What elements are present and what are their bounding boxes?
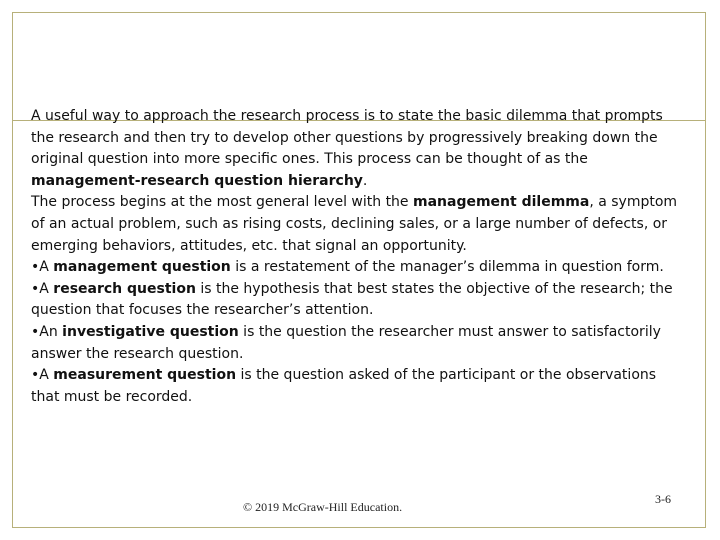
paragraph-intro: A useful way to approach the research process is to state the basic dilemma that prompts the research and then try to develop other questions by progressively breaking down the original question into more specific ones. This process can be thought of as the management-research question hierarchy.: [31, 108, 663, 189]
bullet-investigative-question: •An investigative question is the question the researcher must answer to satisfactorily answer the research question.: [31, 323, 661, 362]
bullet-management-question: •A management question is a restatement of the manager’s dilemma in question form.: [31, 259, 664, 276]
slide-body: [31, 106, 681, 408]
copyright-notice: © 2019 McGraw-Hill Education.: [243, 500, 403, 514]
bullet-research-question: •A research question is the hypothesis that best states the objective of the research; the question that focuses the researcher’s attention.: [31, 280, 673, 319]
term-management-dilemma: management dilemma: [413, 194, 590, 211]
page-number: 3-6: [655, 492, 671, 506]
bullet-measurement-question: •A measurement question is the question asked of the participant or the observations that must be recorded.: [31, 367, 657, 405]
term-hierarchy: management-research question hierarchy: [31, 172, 363, 189]
paragraph-dilemma: The process begins at the most general level with the management dilemma, a symptom of an actual problem, such as rising costs, declining sales, or a large number of defects, or emerging behaviors, attitudes, etc. that signal an opportunity.: [31, 194, 678, 254]
